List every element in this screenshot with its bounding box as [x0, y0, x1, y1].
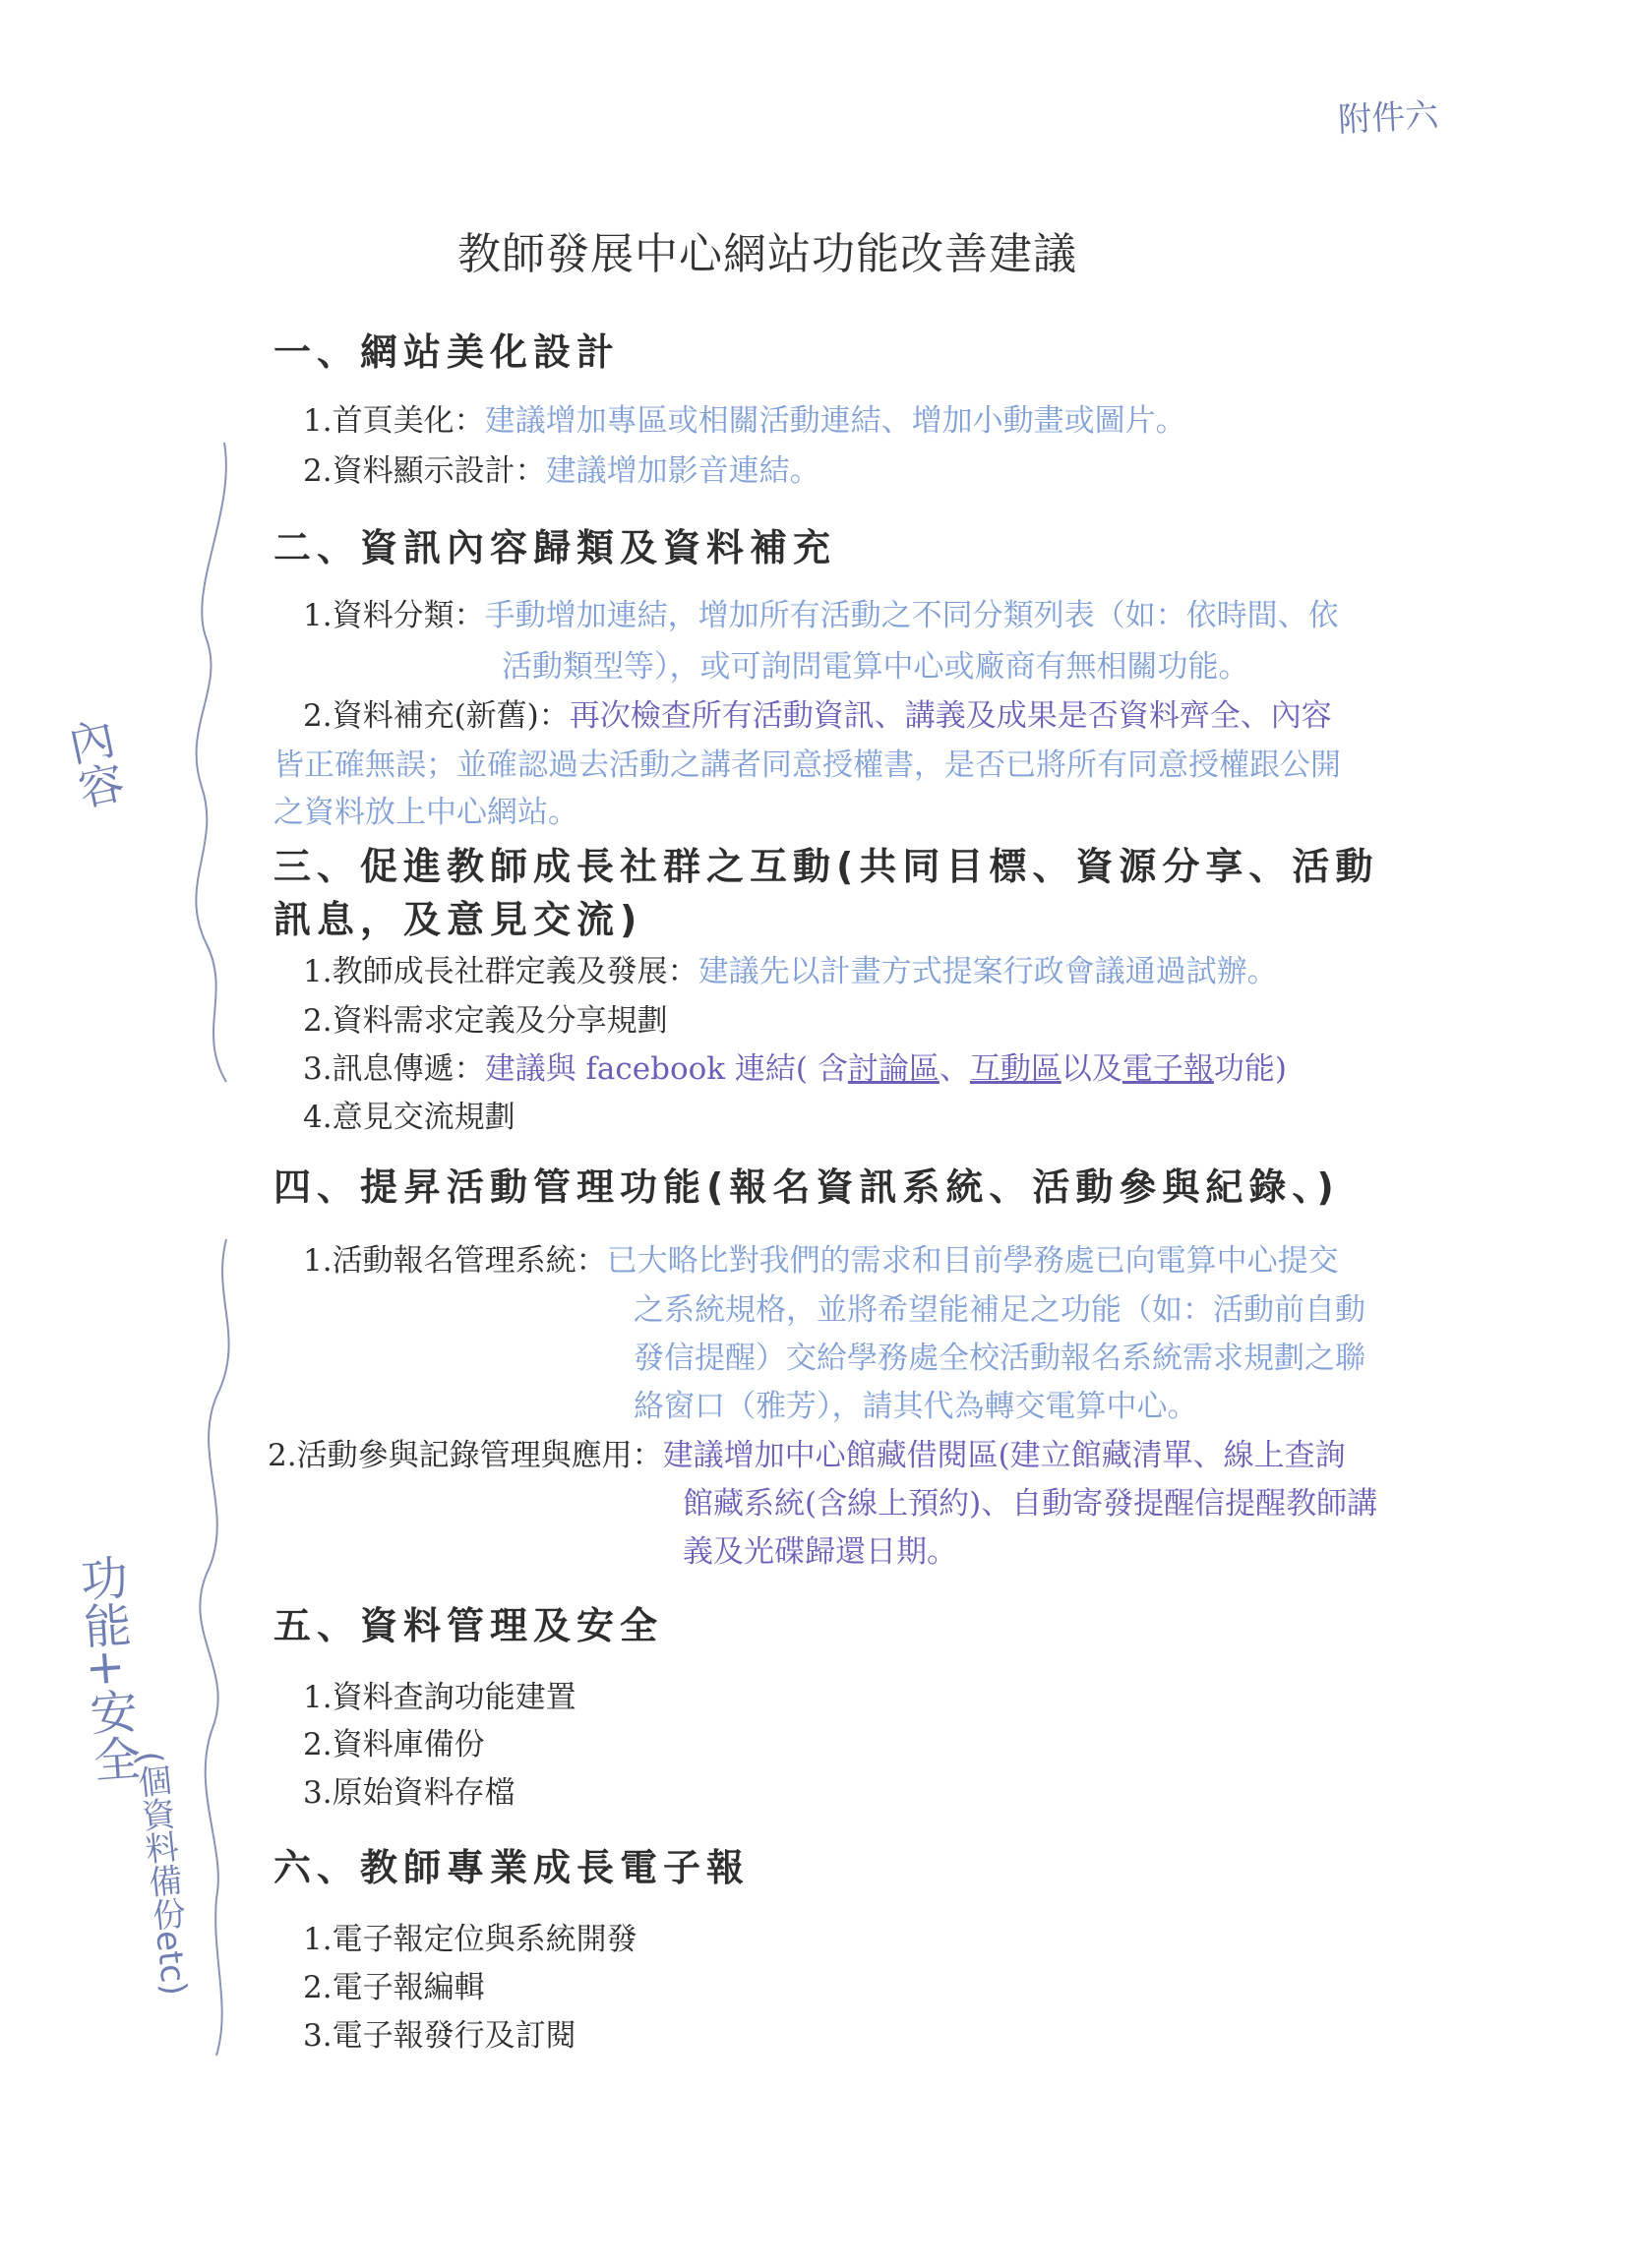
item-label: 1.教師成長社群定義及發展：: [303, 954, 698, 989]
item-text-e: 以及: [1061, 1051, 1122, 1087]
handwritten-note-content: 內容: [58, 713, 129, 813]
section-2-item-2-cont2: 之資料放上中心網站。: [273, 795, 578, 830]
section-6-item-2: 2.電子報編輯: [303, 1970, 485, 2005]
handwritten-note-personal-data: (個資料備份etc): [129, 1749, 194, 1998]
section-2-item-1-cont: 活動類型等），或可詢問電算中心或廠商有無相關功能。: [502, 649, 1249, 685]
section-6-item-3: 3.電子報發行及訂閱: [303, 2018, 576, 2054]
section-4-item-2-cont: 館藏系統(含線上預約)、自動寄發提醒信提醒教師講: [683, 1486, 1378, 1522]
section-1-item-2: [303, 446, 820, 490]
item-text: 手動增加連結，增加所有活動之不同分類列表（如：依時間、依: [484, 598, 1339, 633]
item-text-d: 互動區: [969, 1051, 1061, 1087]
item-label: 2.資料顯示設計：: [303, 453, 546, 489]
section-3-item-3: [303, 1044, 1287, 1088]
section-1-item-1: [303, 395, 1186, 440]
item-text: 已大略比對我們的需求和目前學務處已向電算中心提交: [606, 1243, 1339, 1279]
section-1-heading: 一、網站美化設計: [273, 330, 621, 374]
section-3-item-2: 2.資料需求定義及分享規劃: [303, 1003, 668, 1039]
section-3-heading: 三、促進教師成長社群之互動(共同目標、資源分享、活動: [273, 845, 1379, 888]
section-5-heading: 五、資料管理及安全: [273, 1604, 664, 1647]
item-label: 3.訊息傳遞：: [303, 1051, 485, 1087]
section-4-item-1: [303, 1235, 1339, 1280]
item-text-c: 、: [939, 1051, 970, 1087]
item-label: 2.資料補充(新舊)：: [303, 698, 570, 734]
item-label: 1.活動報名管理系統：: [303, 1243, 607, 1279]
page-title: 教師發展中心網站功能改善建議: [457, 229, 1077, 279]
item-text: 建議增加專區或相關活動連結、增加小動畫或圖片。: [484, 403, 1186, 439]
section-4-item-2-cont2: 義及光碟歸還日期。: [683, 1534, 957, 1570]
item-text: 再次檢查所有活動資訊、講義及成果是否資料齊全、內容: [569, 698, 1332, 734]
item-text-f: 電子報: [1122, 1051, 1214, 1087]
item-text-a: 建議與 facebook 連結( 含: [484, 1051, 848, 1087]
section-4-item-1-cont: 之系統規格，並將希望能補足之功能（如：活動前自動: [634, 1292, 1365, 1328]
item-text: 建議先以計畫方式提案行政會議通過試辦。: [697, 954, 1278, 989]
section-5-item-1: 1.資料查詢功能建置: [303, 1680, 576, 1715]
section-4-item-1-cont2: 發信提醒）交給學務處全校活動報名系統需求規劃之聯: [634, 1341, 1365, 1376]
handwritten-note-function-security: 功能+安全: [70, 1552, 143, 1784]
item-text: 建議增加中心館藏借閱區(建立館藏清單、線上查詢: [662, 1438, 1346, 1473]
section-3-item-1: [303, 946, 1278, 990]
attachment-stamp: 附件六: [1337, 95, 1440, 141]
section-2-item-2-cont: 皆正確無誤；並確認過去活動之講者同意授權書，是否已將所有同意授權跟公開: [273, 747, 1341, 783]
section-6-item-1: 1.電子報定位與系統開發: [303, 1922, 637, 1957]
item-label: 1.首頁美化：: [303, 403, 485, 439]
section-4-item-1-cont3: 絡窗口（雅芳），請其代為轉交電算中心。: [634, 1389, 1198, 1424]
item-text-b: 討論區: [847, 1051, 940, 1087]
section-4-heading: 四、提昇活動管理功能(報名資訊系統、活動參與紀錄、): [273, 1165, 1340, 1209]
section-2-heading: 二、資訊內容歸類及資料補充: [273, 526, 837, 569]
item-text: 建議增加影音連結。: [545, 453, 820, 489]
section-6-heading: 六、教師專業成長電子報: [273, 1846, 751, 1889]
section-3-heading-cont: 訊息，及意見交流): [273, 898, 643, 941]
section-3-item-4: 4.意見交流規劃: [303, 1100, 515, 1135]
section-5-item-2: 2.資料庫備份: [303, 1727, 485, 1762]
section-4-item-2: [268, 1430, 1346, 1474]
item-text-g: 功能): [1213, 1051, 1287, 1087]
section-5-item-3: 3.原始資料存檔: [303, 1775, 515, 1811]
section-2-item-1: [303, 590, 1339, 634]
item-label: 2.活動參與記錄管理與應用：: [268, 1438, 663, 1473]
item-label: 1.資料分類：: [303, 598, 485, 633]
section-2-item-2: [303, 690, 1332, 735]
